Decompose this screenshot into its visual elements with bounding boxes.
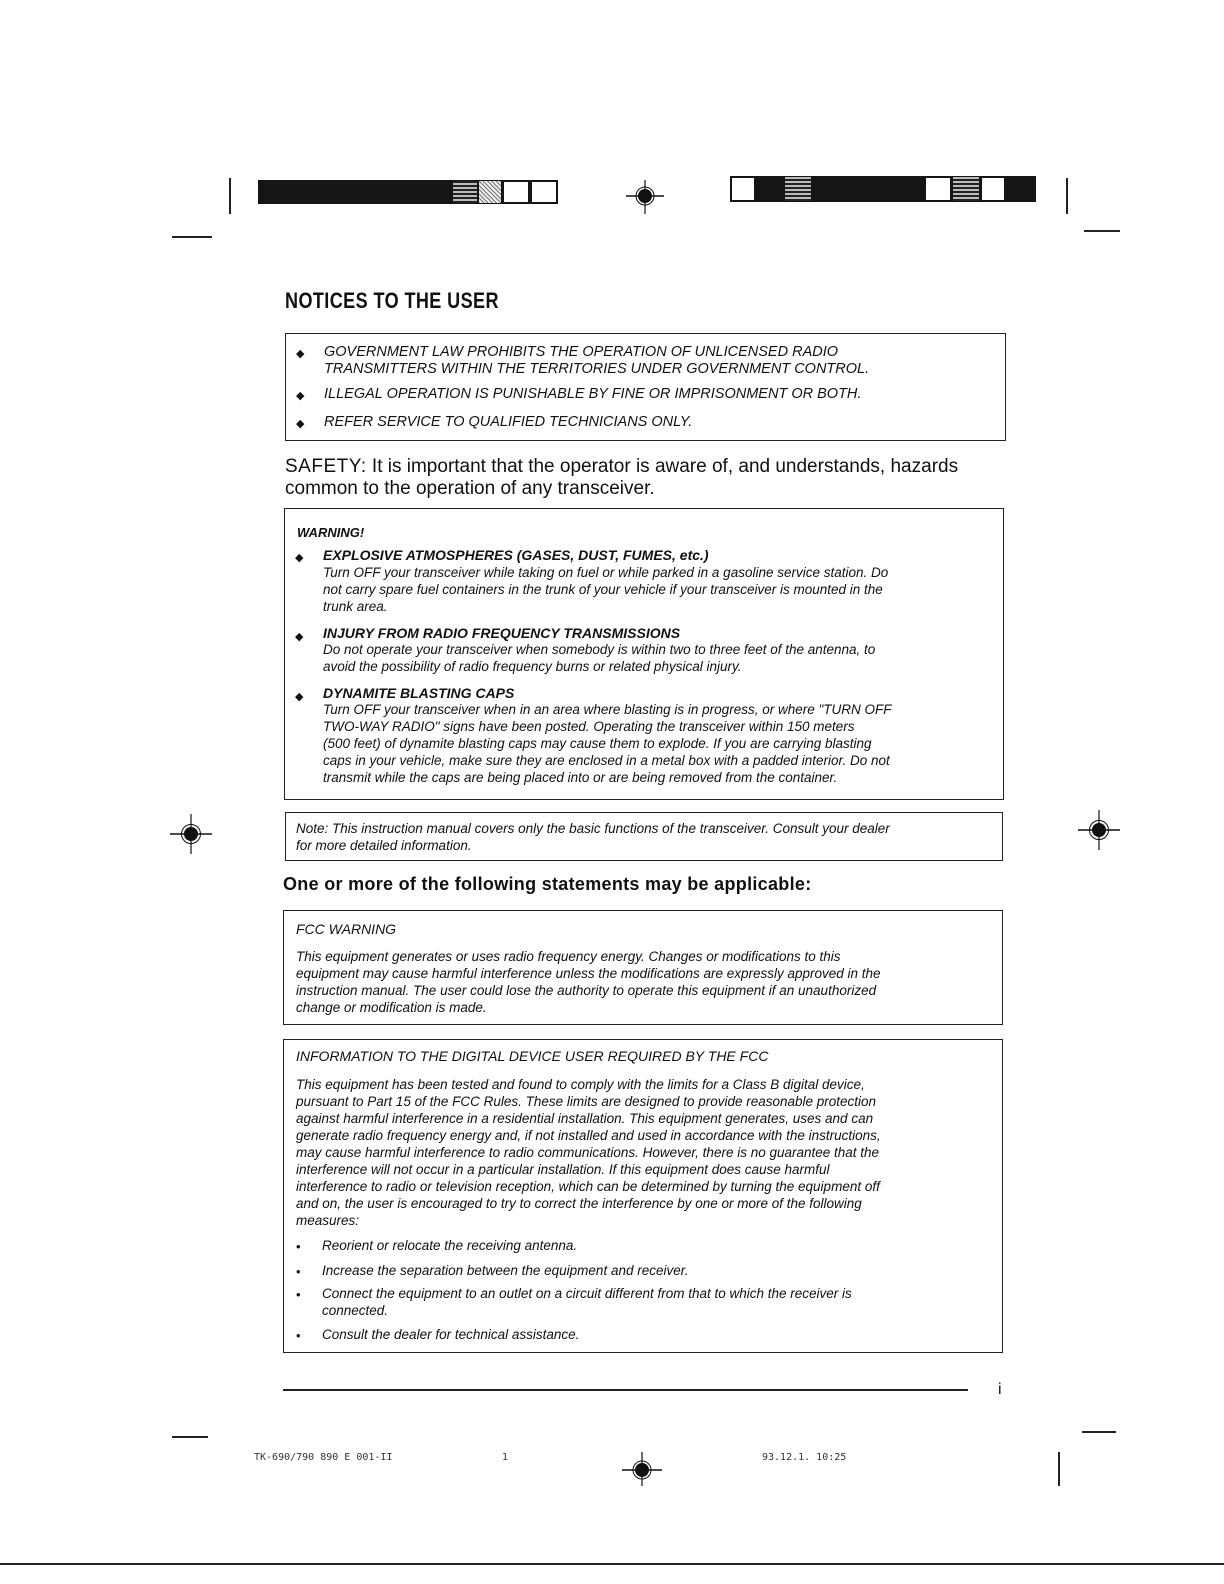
fcc-info-line: against harmful interference in a residential installation. This equipment generates, uses and can xyxy=(296,1111,874,1126)
safety-label: SAFETY: xyxy=(285,456,367,477)
color-bar-left-empty-cell-1 xyxy=(502,180,530,204)
fcc-info-box xyxy=(283,1039,1003,1353)
warning-item-line: not carry spare fuel containers in the trunk of your vehicle if your transceiver is mounted in the xyxy=(323,582,883,597)
notice-line-2: TRANSMITTERS WITHIN THE TERRITORIES UNDER GOVERNMENT CONTROL. xyxy=(324,361,870,377)
warning-item-line: transmit while the caps are being placed into or are being removed from the container. xyxy=(323,770,838,785)
warning-item-line: (500 feet) of dynamite blasting caps may cause them to explode. If you are carrying blasting xyxy=(323,736,872,751)
crop-mark-left-top-horizontal xyxy=(172,236,212,238)
fcc-info-bullet: Increase the separation between the equipment and receiver. xyxy=(322,1263,689,1278)
bullet-diamond-icon: ◆ xyxy=(296,348,305,360)
fcc-warning-line: change or modification is made. xyxy=(296,1000,487,1015)
crop-mark-right-top-vertical xyxy=(1066,178,1068,214)
warning-item-line: avoid the possibility of radio frequency burns or related physical injury. xyxy=(323,659,742,674)
fcc-info-line: generate radio frequency energy and, if not installed and used in accordance with the instructions, xyxy=(296,1128,881,1143)
bullet-diamond-icon: ◆ xyxy=(296,390,305,402)
warning-item-line: Do not operate your transceiver when somebody is within two to three feet of the antenna, to xyxy=(323,642,876,657)
color-bar-right-dark-1 xyxy=(756,176,784,202)
notice-line-1: GOVERNMENT LAW PROHIBITS THE OPERATION OF UNLICENSED RADIO xyxy=(324,344,839,360)
registration-target-icon xyxy=(170,814,212,854)
note-line-1: Note: This instruction manual covers only the basic functions of the transceiver. Consult your dealer xyxy=(296,821,890,836)
registration-target-icon xyxy=(622,1452,662,1486)
safety-line-1 xyxy=(285,456,1015,478)
crop-mark-left-top-vertical xyxy=(229,178,231,214)
color-bar-left-empty-cell-2 xyxy=(530,180,558,204)
warning-item-title: EXPLOSIVE ATMOSPHERES (GASES, DUST, FUMES, etc.) xyxy=(323,547,709,563)
page-number: i xyxy=(998,1381,1002,1398)
page-title: NOTICES TO THE USER xyxy=(285,288,499,313)
color-bar-right-pattern-cell-2 xyxy=(952,176,980,202)
fcc-info-bullet: Connect the equipment to an outlet on a circuit different from that to which the receiver is xyxy=(322,1286,852,1301)
warning-item-line: Turn OFF your transceiver when in an area where blasting is in progress, or where "TURN OFF xyxy=(323,702,892,717)
color-bar-left-dither-cell xyxy=(478,180,502,204)
color-bar-right-dark-2 xyxy=(812,176,924,202)
warning-item-line: Turn OFF your transceiver while taking on fuel or while parked in a gasoline service station. Do xyxy=(323,565,889,580)
fcc-info-line: interference will not occur in a particular installation. If this equipment does cause harmful xyxy=(296,1162,830,1177)
bullet-diamond-icon: ◆ xyxy=(295,631,304,643)
fcc-info-bullet: Reorient or relocate the receiving antenna. xyxy=(322,1238,578,1253)
color-bar-right-dark-3 xyxy=(1006,176,1036,202)
fcc-info-line: interference to radio or television reception, which can be determined by turning the equipment off xyxy=(296,1179,880,1194)
notice-line-3: ILLEGAL OPERATION IS PUNISHABLE BY FINE OR IMPRISONMENT OR BOTH. xyxy=(324,386,862,402)
notices-box xyxy=(285,333,1006,441)
bullet-dot-icon: • xyxy=(296,1328,301,1343)
fcc-info-heading: INFORMATION TO THE DIGITAL DEVICE USER REQUIRED BY THE FCC xyxy=(296,1048,769,1064)
page-bottom-edge xyxy=(0,1563,1224,1565)
fcc-warning-line: instruction manual. The user could lose the authority to operate this equipment if an unauthorized xyxy=(296,983,877,998)
footer-page: 1 xyxy=(502,1452,509,1463)
color-bar-left xyxy=(258,180,452,204)
fcc-info-line: measures: xyxy=(296,1213,360,1228)
note-line-2: for more detailed information. xyxy=(296,838,472,853)
bullet-diamond-icon: ◆ xyxy=(296,418,305,430)
safety-paragraph xyxy=(285,456,1015,500)
bullet-diamond-icon: ◆ xyxy=(295,552,304,564)
fcc-warning-heading: FCC WARNING xyxy=(296,921,397,937)
warning-item-line: caps in your vehicle, make sure they are enclosed in a metal box with a padded interior. Do not xyxy=(323,753,890,768)
bullet-dot-icon: • xyxy=(296,1239,301,1254)
fcc-info-line: This equipment has been tested and found to comply with the limits for a Class B digital device, xyxy=(296,1077,865,1092)
fcc-info-bullet-cont: connected. xyxy=(322,1303,389,1318)
notice-line-4: REFER SERVICE TO QUALIFIED TECHNICIANS ONLY. xyxy=(324,414,693,430)
registration-target-icon xyxy=(1078,810,1120,850)
fcc-info-bullet: Consult the dealer for technical assistance. xyxy=(322,1327,580,1342)
registration-target-icon xyxy=(626,180,664,214)
color-bar-right-empty-cell-2 xyxy=(924,176,952,202)
warning-heading: WARNING! xyxy=(297,525,365,540)
color-bar-right-pattern-cell-1 xyxy=(784,176,812,202)
bullet-dot-icon: • xyxy=(296,1264,301,1279)
color-bar-right-empty-cell-3 xyxy=(980,176,1006,202)
footer-date: 93.12.1. 10:25 xyxy=(762,1452,847,1463)
safety-text-1: It is important that the operator is aware of, and understands, hazards xyxy=(371,456,959,477)
bullet-diamond-icon: ◆ xyxy=(295,691,304,703)
warning-item-title: INJURY FROM RADIO FREQUENCY TRANSMISSIONS xyxy=(323,625,681,641)
warning-item-title: DYNAMITE BLASTING CAPS xyxy=(323,685,515,701)
fcc-warning-line: equipment may cause harmful interference unless the modifications are expressly approved in the xyxy=(296,966,881,981)
fcc-info-line: and on, the user is encouraged to try to correct the interference by one or more of the following xyxy=(296,1196,862,1211)
fcc-warning-box xyxy=(283,910,1003,1025)
fcc-info-line: pursuant to Part 15 of the FCC Rules. These limits are designed to provide reasonable protection xyxy=(296,1094,877,1109)
applicable-heading: One or more of the following statements may be applicable: xyxy=(283,874,812,894)
warning-item-line: TWO-WAY RADIO" signs have been posted. Operating the transceiver within 150 meters xyxy=(323,719,855,734)
footer-doc-code: TK-690/790 890 E 001-II xyxy=(254,1452,393,1463)
color-bar-left-pattern-cell xyxy=(452,180,478,204)
note-box xyxy=(285,812,1003,861)
crop-mark-left-bottom-horizontal xyxy=(172,1436,208,1438)
crop-mark-right-top-horizontal xyxy=(1084,230,1120,232)
warning-item-line: trunk area. xyxy=(323,599,388,614)
bottom-rule xyxy=(283,1389,968,1391)
color-bar-right-empty-cell xyxy=(730,176,756,202)
fcc-warning-line: This equipment generates or uses radio frequency energy. Changes or modifications to this xyxy=(296,949,841,964)
crop-mark-right-bottom-vertical xyxy=(1058,1452,1060,1486)
bullet-dot-icon: • xyxy=(296,1287,301,1302)
fcc-info-line: may cause harmful interference to radio communications. However, there is no guarantee that the xyxy=(296,1145,880,1160)
safety-text-2: common to the operation of any transceiver. xyxy=(285,478,655,499)
warning-box xyxy=(284,508,1004,800)
crop-mark-right-bottom-horizontal xyxy=(1082,1431,1116,1433)
